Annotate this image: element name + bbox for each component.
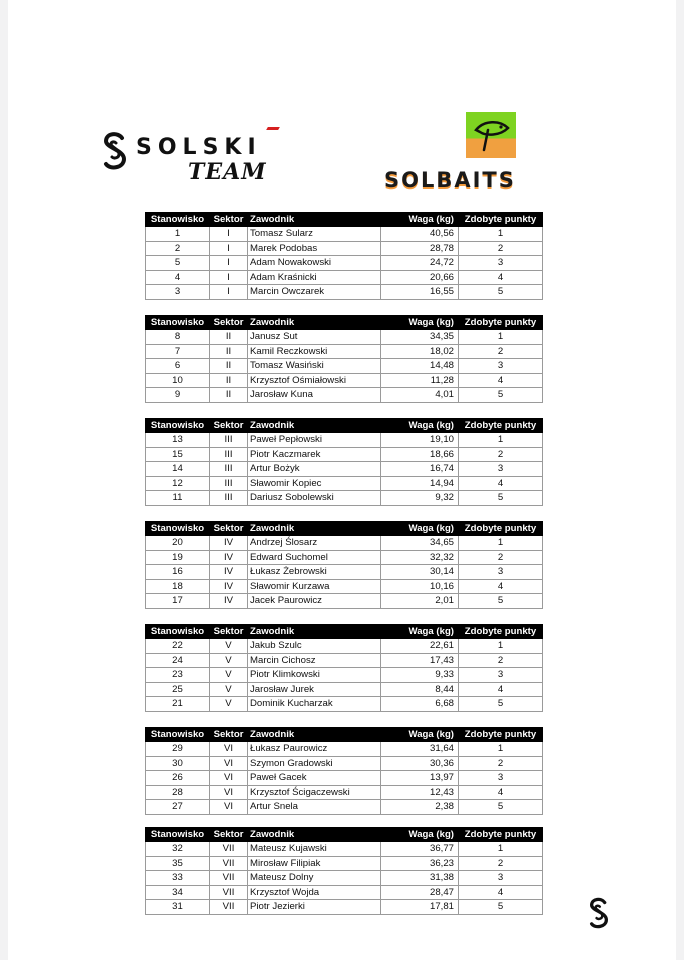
cell-waga: 17,43: [381, 653, 459, 668]
cell-zawodnik: Janusz Sut: [248, 330, 381, 345]
header-sektor: Sektor: [210, 728, 248, 742]
cell-stanowisko: 26: [146, 771, 210, 786]
table-row: [146, 697, 543, 712]
cell-waga: 14,48: [381, 359, 459, 374]
cell-zawodnik: Dariusz Sobolewski: [248, 491, 381, 506]
header-zawodnik: Zawodnik: [248, 728, 381, 742]
cell-stanowisko: 13: [146, 433, 210, 448]
header-waga: Waga (kg): [381, 316, 459, 330]
cell-punkty: 4: [459, 885, 543, 900]
cell-waga: 6,68: [381, 697, 459, 712]
cell-zawodnik: Jakub Szulc: [248, 639, 381, 654]
cell-punkty: 5: [459, 800, 543, 815]
table-row: [146, 491, 543, 506]
header-zawodnik: Zawodnik: [248, 316, 381, 330]
table-row: [146, 856, 543, 871]
table-row: [146, 330, 543, 345]
cell-sektor: VII: [210, 842, 248, 857]
cell-punkty: 5: [459, 697, 543, 712]
sector-vii-table: [145, 827, 543, 915]
cell-waga: 30,14: [381, 565, 459, 580]
table-row: [146, 785, 543, 800]
header-stanowisko: Stanowisko: [146, 728, 210, 742]
cell-punkty: 5: [459, 594, 543, 609]
cell-stanowisko: 19: [146, 550, 210, 565]
cell-zawodnik: Tomasz Wasiński: [248, 359, 381, 374]
cell-waga: 16,74: [381, 462, 459, 477]
table-row: [146, 900, 543, 915]
cell-punkty: 1: [459, 842, 543, 857]
cell-punkty: 5: [459, 388, 543, 403]
cell-waga: 9,32: [381, 491, 459, 506]
cell-stanowisko: 31: [146, 900, 210, 915]
cell-punkty: 4: [459, 682, 543, 697]
cell-punkty: 3: [459, 871, 543, 886]
cell-stanowisko: 9: [146, 388, 210, 403]
cell-stanowisko: 32: [146, 842, 210, 857]
cell-zawodnik: Sławomir Kopiec: [248, 476, 381, 491]
cell-waga: 30,36: [381, 756, 459, 771]
cell-punkty: 5: [459, 900, 543, 915]
table-row: [146, 871, 543, 886]
cell-stanowisko: 3: [146, 285, 210, 300]
cell-zawodnik: Szymon Gradowski: [248, 756, 381, 771]
cell-zawodnik: Piotr Klimkowski: [248, 668, 381, 683]
header-stanowisko: Stanowisko: [146, 316, 210, 330]
cell-punkty: 1: [459, 330, 543, 345]
table-row: [146, 256, 543, 271]
cell-stanowisko: 30: [146, 756, 210, 771]
cell-sektor: VI: [210, 771, 248, 786]
cell-punkty: 3: [459, 668, 543, 683]
cell-punkty: 5: [459, 285, 543, 300]
sector-i-table: [145, 212, 543, 300]
cell-sektor: III: [210, 476, 248, 491]
cell-stanowisko: 34: [146, 885, 210, 900]
cell-sektor: I: [210, 227, 248, 242]
cell-punkty: 1: [459, 433, 543, 448]
cell-stanowisko: 24: [146, 653, 210, 668]
cell-sektor: VII: [210, 871, 248, 886]
solski-team-logo: [100, 126, 300, 190]
solbaits-wordmark: SOLBAITS: [384, 168, 516, 192]
cell-zawodnik: Paweł Pepłowski: [248, 433, 381, 448]
cell-waga: 8,44: [381, 682, 459, 697]
header-zawodnik: Zawodnik: [248, 213, 381, 227]
table-row: [146, 639, 543, 654]
cell-waga: 34,65: [381, 536, 459, 551]
cell-stanowisko: 23: [146, 668, 210, 683]
cell-stanowisko: 6: [146, 359, 210, 374]
cell-punkty: 1: [459, 227, 543, 242]
cell-waga: 36,77: [381, 842, 459, 857]
header-waga: Waga (kg): [381, 828, 459, 842]
cell-zawodnik: Marek Podobas: [248, 241, 381, 256]
cell-punkty: 4: [459, 476, 543, 491]
cell-punkty: 2: [459, 856, 543, 871]
solski-s-icon: [100, 130, 130, 174]
header-stanowisko: Stanowisko: [146, 625, 210, 639]
cell-waga: 9,33: [381, 668, 459, 683]
cell-sektor: I: [210, 256, 248, 271]
header-sektor: Sektor: [210, 828, 248, 842]
header-punkty: Zdobyte punkty: [459, 522, 543, 536]
cell-stanowisko: 2: [146, 241, 210, 256]
cell-waga: 12,43: [381, 785, 459, 800]
cell-punkty: 1: [459, 639, 543, 654]
table-row: [146, 800, 543, 815]
cell-stanowisko: 25: [146, 682, 210, 697]
header-stanowisko: Stanowisko: [146, 522, 210, 536]
header-sektor: Sektor: [210, 625, 248, 639]
cell-zawodnik: Mateusz Kujawski: [248, 842, 381, 857]
header-sektor: Sektor: [210, 213, 248, 227]
cell-waga: 11,28: [381, 373, 459, 388]
cell-zawodnik: Jarosław Kuna: [248, 388, 381, 403]
cell-punkty: 2: [459, 550, 543, 565]
table-header-row: [146, 213, 543, 227]
cell-punkty: 2: [459, 241, 543, 256]
cell-sektor: V: [210, 653, 248, 668]
cell-sektor: III: [210, 447, 248, 462]
cell-stanowisko: 21: [146, 697, 210, 712]
cell-waga: 16,55: [381, 285, 459, 300]
sector-v-table: [145, 624, 543, 712]
cell-sektor: V: [210, 682, 248, 697]
cell-waga: 20,66: [381, 270, 459, 285]
cell-waga: 36,23: [381, 856, 459, 871]
cell-stanowisko: 27: [146, 800, 210, 815]
cell-zawodnik: Kamil Reczkowski: [248, 344, 381, 359]
cell-zawodnik: Dominik Kucharzak: [248, 697, 381, 712]
sector-iii-table: [145, 418, 543, 506]
table-row: [146, 373, 543, 388]
cell-sektor: III: [210, 433, 248, 448]
cell-sektor: VI: [210, 785, 248, 800]
cell-zawodnik: Piotr Kaczmarek: [248, 447, 381, 462]
header-punkty: Zdobyte punkty: [459, 828, 543, 842]
cell-waga: 32,32: [381, 550, 459, 565]
header-stanowisko: Stanowisko: [146, 419, 210, 433]
table-row: [146, 579, 543, 594]
cell-zawodnik: Jacek Paurowicz: [248, 594, 381, 609]
cell-stanowisko: 14: [146, 462, 210, 477]
cell-stanowisko: 22: [146, 639, 210, 654]
header-zawodnik: Zawodnik: [248, 419, 381, 433]
table-row: [146, 771, 543, 786]
cell-waga: 4,01: [381, 388, 459, 403]
cell-zawodnik: Marcin Owczarek: [248, 285, 381, 300]
table-header-row: [146, 316, 543, 330]
header-punkty: Zdobyte punkty: [459, 728, 543, 742]
cell-stanowisko: 11: [146, 491, 210, 506]
cell-zawodnik: Krzysztof Wojda: [248, 885, 381, 900]
header-punkty: Zdobyte punkty: [459, 625, 543, 639]
cell-stanowisko: 12: [146, 476, 210, 491]
cell-sektor: IV: [210, 594, 248, 609]
solbaits-emblem: [466, 112, 516, 158]
cell-sektor: III: [210, 462, 248, 477]
cell-stanowisko: 7: [146, 344, 210, 359]
cell-stanowisko: 10: [146, 373, 210, 388]
table-row: [146, 885, 543, 900]
cell-punkty: 4: [459, 785, 543, 800]
cell-zawodnik: Tomasz Sularz: [248, 227, 381, 242]
table-row: [146, 388, 543, 403]
table-row: [146, 433, 543, 448]
cell-punkty: 4: [459, 373, 543, 388]
header-zawodnik: Zawodnik: [248, 625, 381, 639]
solski-wordmark: SOLSKI: [136, 135, 262, 160]
solski-corner-logo-icon: [586, 896, 612, 932]
cell-sektor: IV: [210, 550, 248, 565]
cell-waga: 34,35: [381, 330, 459, 345]
cell-waga: 31,64: [381, 742, 459, 757]
table-row: [146, 359, 543, 374]
cell-sektor: IV: [210, 579, 248, 594]
table-row: [146, 756, 543, 771]
cell-waga: 18,66: [381, 447, 459, 462]
header-sektor: Sektor: [210, 522, 248, 536]
table-row: [146, 447, 543, 462]
table-row: [146, 476, 543, 491]
cell-sektor: V: [210, 639, 248, 654]
table-row: [146, 550, 543, 565]
header-sektor: Sektor: [210, 316, 248, 330]
cell-punkty: 3: [459, 359, 543, 374]
cell-stanowisko: 33: [146, 871, 210, 886]
cell-waga: 22,61: [381, 639, 459, 654]
cell-stanowisko: 8: [146, 330, 210, 345]
cell-waga: 28,78: [381, 241, 459, 256]
cell-zawodnik: Marcin Cichosz: [248, 653, 381, 668]
cell-punkty: 2: [459, 653, 543, 668]
cell-zawodnik: Artur Snela: [248, 800, 381, 815]
table-row: [146, 742, 543, 757]
cell-zawodnik: Łukasz Paurowicz: [248, 742, 381, 757]
cell-waga: 31,38: [381, 871, 459, 886]
header-punkty: Zdobyte punkty: [459, 316, 543, 330]
table-header-row: [146, 828, 543, 842]
cell-punkty: 4: [459, 270, 543, 285]
cell-waga: 14,94: [381, 476, 459, 491]
cell-punkty: 1: [459, 742, 543, 757]
table-row: [146, 594, 543, 609]
cell-waga: 2,01: [381, 594, 459, 609]
cell-sektor: I: [210, 270, 248, 285]
cell-stanowisko: 5: [146, 256, 210, 271]
solbaits-logo: [384, 112, 596, 196]
cell-zawodnik: Paweł Gacek: [248, 771, 381, 786]
cell-waga: 13,97: [381, 771, 459, 786]
table-row: [146, 653, 543, 668]
cell-sektor: III: [210, 491, 248, 506]
header-stanowisko: Stanowisko: [146, 828, 210, 842]
cell-waga: 10,16: [381, 579, 459, 594]
cell-stanowisko: 17: [146, 594, 210, 609]
table-row: [146, 462, 543, 477]
cell-zawodnik: Jarosław Jurek: [248, 682, 381, 697]
table-row: [146, 270, 543, 285]
sector-iv-table: [145, 521, 543, 609]
cell-sektor: I: [210, 285, 248, 300]
cell-sektor: V: [210, 668, 248, 683]
cell-sektor: II: [210, 330, 248, 345]
cell-punkty: 3: [459, 256, 543, 271]
sector-ii-table: [145, 315, 543, 403]
cell-waga: 18,02: [381, 344, 459, 359]
cell-sektor: VI: [210, 742, 248, 757]
cell-stanowisko: 15: [146, 447, 210, 462]
cell-punkty: 1: [459, 536, 543, 551]
cell-punkty: 2: [459, 756, 543, 771]
fish-icon: [470, 118, 512, 154]
cell-sektor: II: [210, 388, 248, 403]
cell-stanowisko: 29: [146, 742, 210, 757]
cell-punkty: 2: [459, 344, 543, 359]
header-waga: Waga (kg): [381, 213, 459, 227]
cell-sektor: VI: [210, 800, 248, 815]
sector-vi-table: [145, 727, 543, 815]
cell-zawodnik: Mirosław Filipiak: [248, 856, 381, 871]
cell-stanowisko: 4: [146, 270, 210, 285]
cell-zawodnik: Mateusz Dolny: [248, 871, 381, 886]
cell-punkty: 4: [459, 579, 543, 594]
cell-zawodnik: Edward Suchomel: [248, 550, 381, 565]
table-row: [146, 565, 543, 580]
document-page: [8, 0, 676, 960]
header-waga: Waga (kg): [381, 728, 459, 742]
cell-zawodnik: Piotr Jezierki: [248, 900, 381, 915]
cell-punkty: 3: [459, 771, 543, 786]
cell-sektor: I: [210, 241, 248, 256]
cell-punkty: 5: [459, 491, 543, 506]
cell-zawodnik: Krzysztof Ścigaczewski: [248, 785, 381, 800]
table-row: [146, 668, 543, 683]
cell-stanowisko: 18: [146, 579, 210, 594]
header-stanowisko: Stanowisko: [146, 213, 210, 227]
header-zawodnik: Zawodnik: [248, 828, 381, 842]
cell-punkty: 3: [459, 565, 543, 580]
table-header-row: [146, 419, 543, 433]
table-row: [146, 842, 543, 857]
cell-waga: 40,56: [381, 227, 459, 242]
cell-stanowisko: 1: [146, 227, 210, 242]
cell-zawodnik: Sławomir Kurzawa: [248, 579, 381, 594]
cell-zawodnik: Łukasz Żebrowski: [248, 565, 381, 580]
header-zawodnik: Zawodnik: [248, 522, 381, 536]
cell-stanowisko: 35: [146, 856, 210, 871]
header-waga: Waga (kg): [381, 625, 459, 639]
cell-waga: 17,81: [381, 900, 459, 915]
cell-punkty: 3: [459, 462, 543, 477]
cell-sektor: II: [210, 373, 248, 388]
cell-stanowisko: 16: [146, 565, 210, 580]
cell-zawodnik: Adam Kraśnicki: [248, 270, 381, 285]
header-waga: Waga (kg): [381, 419, 459, 433]
cell-sektor: VI: [210, 756, 248, 771]
cell-zawodnik: Adam Nowakowski: [248, 256, 381, 271]
table-row: [146, 227, 543, 242]
header-sektor: Sektor: [210, 419, 248, 433]
cell-waga: 24,72: [381, 256, 459, 271]
cell-punkty: 2: [459, 447, 543, 462]
cell-zawodnik: Krzysztof Ośmiałowski: [248, 373, 381, 388]
cell-zawodnik: Andrzej Ślosarz: [248, 536, 381, 551]
table-row: [146, 285, 543, 300]
cell-sektor: II: [210, 344, 248, 359]
team-wordmark: TEAM: [188, 159, 267, 185]
cell-sektor: VII: [210, 885, 248, 900]
cell-stanowisko: 20: [146, 536, 210, 551]
table-row: [146, 536, 543, 551]
table-row: [146, 344, 543, 359]
table-row: [146, 682, 543, 697]
cell-waga: 28,47: [381, 885, 459, 900]
cell-sektor: VII: [210, 900, 248, 915]
cell-zawodnik: Artur Bożyk: [248, 462, 381, 477]
cell-stanowisko: 28: [146, 785, 210, 800]
cell-sektor: IV: [210, 536, 248, 551]
table-header-row: [146, 522, 543, 536]
cell-sektor: V: [210, 697, 248, 712]
cell-sektor: IV: [210, 565, 248, 580]
cell-sektor: II: [210, 359, 248, 374]
solski-accent-mark: [266, 127, 280, 130]
table-header-row: [146, 625, 543, 639]
header-waga: Waga (kg): [381, 522, 459, 536]
table-row: [146, 241, 543, 256]
cell-sektor: VII: [210, 856, 248, 871]
header-punkty: Zdobyte punkty: [459, 419, 543, 433]
cell-waga: 2,38: [381, 800, 459, 815]
header-punkty: Zdobyte punkty: [459, 213, 543, 227]
cell-waga: 19,10: [381, 433, 459, 448]
table-header-row: [146, 728, 543, 742]
